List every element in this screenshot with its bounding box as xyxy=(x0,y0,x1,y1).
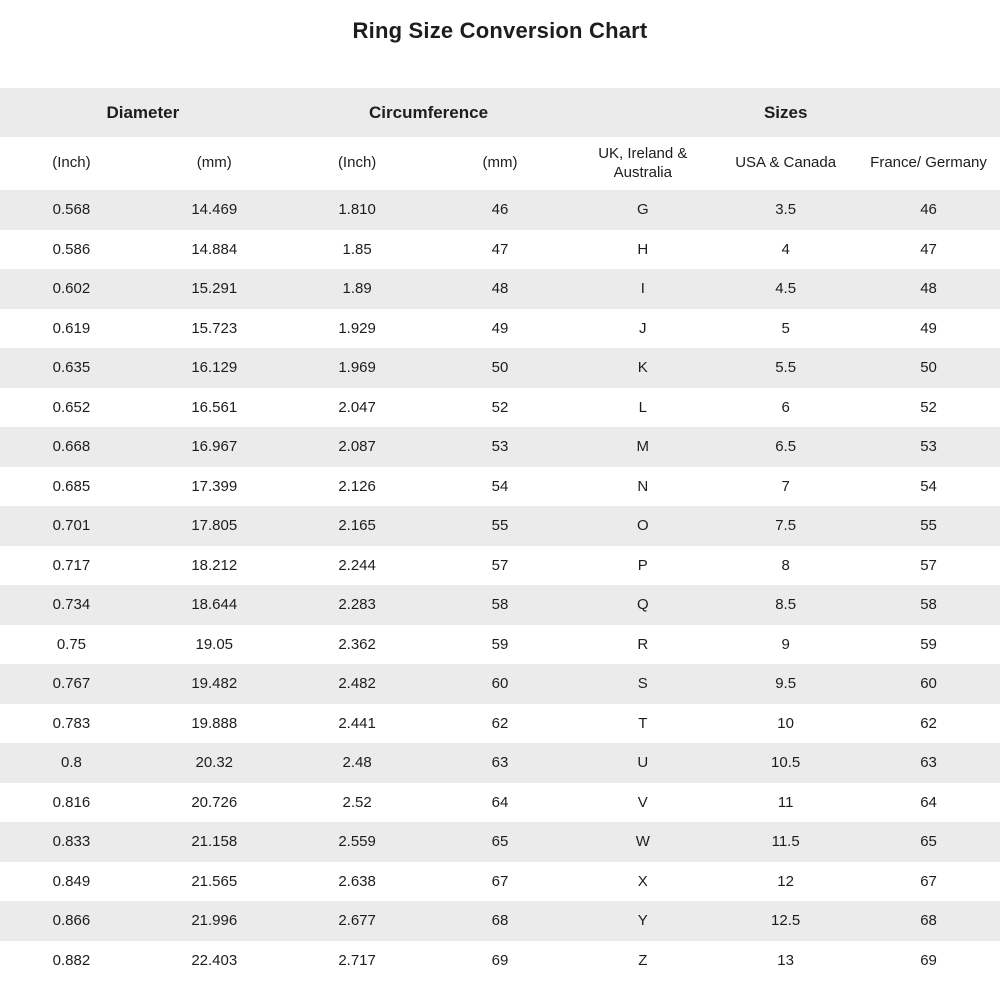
col-header-diameter-mm: (mm) xyxy=(143,137,286,190)
cell-circumference-mm: 69 xyxy=(491,951,509,969)
cell-diameter-inch: 0.8 xyxy=(60,754,82,772)
cell-size-france-germany: 63 xyxy=(920,754,937,772)
cell-size-uk-ireland-australia: W xyxy=(635,833,650,851)
cell-circumference-mm: 46 xyxy=(491,201,509,219)
cell-circumference-inch: 2.48 xyxy=(342,754,372,772)
table-row xyxy=(0,348,1000,388)
cell-diameter-inch: 0.619 xyxy=(52,319,91,337)
cell-circumference-mm: 62 xyxy=(491,714,509,732)
cell-circumference-mm: 63 xyxy=(491,754,509,772)
cell-size-uk-ireland-australia: K xyxy=(637,359,648,377)
table-body xyxy=(0,190,1000,980)
group-header-row xyxy=(0,88,1000,137)
cell-circumference-mm: 53 xyxy=(491,438,509,456)
cell-size-france-germany: 68 xyxy=(920,912,937,930)
cell-size-uk-ireland-australia: O xyxy=(636,517,649,535)
table-row xyxy=(0,506,1000,546)
cell-size-usa-canada: 6 xyxy=(781,398,790,416)
cell-size-usa-canada: 7 xyxy=(781,477,790,495)
cell-diameter-mm: 17.399 xyxy=(191,477,238,495)
table-row xyxy=(0,664,1000,704)
cell-diameter-mm: 20.726 xyxy=(191,793,238,811)
cell-circumference-mm: 47 xyxy=(491,240,509,258)
cell-diameter-mm: 21.158 xyxy=(191,833,238,851)
cell-size-france-germany: 53 xyxy=(920,438,937,456)
cell-circumference-inch: 2.441 xyxy=(338,714,376,732)
table-row xyxy=(0,467,1000,507)
table-row xyxy=(0,901,1000,941)
cell-circumference-inch: 2.165 xyxy=(338,517,376,535)
cell-size-usa-canada: 13 xyxy=(777,951,794,969)
cell-diameter-inch: 0.783 xyxy=(52,714,91,732)
cell-size-uk-ireland-australia: U xyxy=(637,754,649,772)
cell-size-usa-canada: 7.5 xyxy=(775,517,797,535)
cell-diameter-mm: 17.805 xyxy=(191,517,238,535)
cell-circumference-inch: 1.89 xyxy=(342,280,372,298)
cell-diameter-mm: 18.212 xyxy=(191,556,238,574)
cell-size-france-germany: 50 xyxy=(920,359,937,377)
cell-size-usa-canada: 5.5 xyxy=(775,359,797,377)
cell-diameter-inch: 0.882 xyxy=(52,951,91,969)
cell-diameter-inch: 0.586 xyxy=(52,240,91,258)
cell-circumference-inch: 1.929 xyxy=(338,319,376,337)
cell-circumference-mm: 55 xyxy=(491,517,509,535)
cell-size-france-germany: 54 xyxy=(920,477,937,495)
cell-circumference-inch: 2.047 xyxy=(338,398,376,416)
cell-circumference-inch: 2.087 xyxy=(338,438,376,456)
cell-diameter-inch: 0.866 xyxy=(52,912,91,930)
table-row xyxy=(0,427,1000,467)
cell-size-usa-canada: 3.5 xyxy=(775,201,797,219)
cell-diameter-inch: 0.568 xyxy=(52,201,91,219)
cell-circumference-inch: 1.810 xyxy=(338,201,376,219)
ring-size-table xyxy=(0,88,1000,980)
cell-size-uk-ireland-australia: M xyxy=(636,438,650,456)
group-header-diameter: Diameter xyxy=(0,88,286,137)
cell-circumference-inch: 2.283 xyxy=(338,596,376,614)
cell-size-usa-canada: 8 xyxy=(781,556,790,574)
cell-size-france-germany: 57 xyxy=(920,556,937,574)
cell-circumference-inch: 2.52 xyxy=(342,793,372,811)
cell-diameter-inch: 0.717 xyxy=(52,556,91,574)
cell-size-uk-ireland-australia: T xyxy=(638,714,648,732)
cell-circumference-inch: 2.717 xyxy=(338,951,376,969)
title-block xyxy=(0,0,1000,88)
col-header-circumference-mm: (mm) xyxy=(429,137,572,190)
cell-size-france-germany: 47 xyxy=(920,240,937,258)
cell-size-france-germany: 49 xyxy=(920,319,937,337)
cell-size-france-germany: 55 xyxy=(920,517,937,535)
cell-size-france-germany: 48 xyxy=(920,280,937,298)
table-row xyxy=(0,862,1000,902)
cell-size-uk-ireland-australia: Q xyxy=(636,596,649,614)
cell-diameter-mm: 19.888 xyxy=(191,714,238,732)
cell-diameter-inch: 0.652 xyxy=(52,398,91,416)
cell-circumference-mm: 64 xyxy=(491,793,509,811)
cell-size-uk-ireland-australia: J xyxy=(639,319,647,337)
col-header-usa-canada: USA & Canada xyxy=(714,137,857,190)
table-row xyxy=(0,743,1000,783)
cell-circumference-mm: 48 xyxy=(491,280,509,298)
cell-size-france-germany: 65 xyxy=(920,833,937,851)
table-row xyxy=(0,230,1000,270)
cell-circumference-mm: 59 xyxy=(491,635,509,653)
col-header-uk-ireland-australia: UK, Ireland & Australia xyxy=(571,137,714,190)
group-header-sizes: Sizes xyxy=(571,88,1000,137)
cell-circumference-inch: 2.638 xyxy=(338,872,376,890)
cell-diameter-mm: 21.996 xyxy=(191,912,238,930)
cell-diameter-inch: 0.849 xyxy=(52,872,91,890)
cell-size-usa-canada: 12.5 xyxy=(771,912,801,930)
cell-circumference-mm: 60 xyxy=(491,675,509,693)
cell-size-france-germany: 52 xyxy=(920,398,937,416)
cell-size-uk-ireland-australia: G xyxy=(636,201,649,219)
cell-diameter-inch: 0.734 xyxy=(52,596,91,614)
cell-diameter-mm: 18.644 xyxy=(191,596,238,614)
cell-size-usa-canada: 6.5 xyxy=(775,438,797,456)
cell-circumference-mm: 67 xyxy=(491,872,509,890)
table-head xyxy=(0,88,1000,190)
table-row xyxy=(0,704,1000,744)
cell-diameter-inch: 0.685 xyxy=(52,477,91,495)
table-row xyxy=(0,822,1000,862)
cell-diameter-mm: 19.05 xyxy=(195,635,234,653)
group-header-circumference: Circumference xyxy=(286,88,572,137)
cell-diameter-mm: 16.561 xyxy=(191,398,238,416)
cell-size-france-germany: 69 xyxy=(920,951,937,969)
cell-size-france-germany: 62 xyxy=(920,714,937,732)
cell-size-usa-canada: 8.5 xyxy=(775,596,797,614)
col-header-diameter-inch: (Inch) xyxy=(0,137,143,190)
cell-size-uk-ireland-australia: Y xyxy=(637,912,648,930)
cell-circumference-inch: 1.85 xyxy=(342,240,372,258)
cell-diameter-mm: 16.967 xyxy=(191,438,238,456)
cell-diameter-inch: 0.668 xyxy=(52,438,91,456)
cell-size-usa-canada: 12 xyxy=(777,872,794,890)
cell-size-uk-ireland-australia: X xyxy=(637,872,648,890)
cell-size-usa-canada: 11 xyxy=(777,793,794,811)
cell-diameter-inch: 0.833 xyxy=(52,833,91,851)
column-header-row xyxy=(0,137,1000,190)
cell-diameter-inch: 0.816 xyxy=(52,793,91,811)
cell-size-usa-canada: 9.5 xyxy=(775,675,797,693)
cell-circumference-mm: 50 xyxy=(491,359,509,377)
cell-diameter-mm: 14.469 xyxy=(191,201,238,219)
cell-size-uk-ireland-australia: S xyxy=(637,675,648,693)
cell-circumference-inch: 2.677 xyxy=(338,912,376,930)
cell-size-uk-ireland-australia: R xyxy=(637,635,649,653)
cell-size-usa-canada: 4 xyxy=(781,240,790,258)
cell-circumference-mm: 65 xyxy=(491,833,509,851)
table-row xyxy=(0,309,1000,349)
cell-size-france-germany: 67 xyxy=(920,872,937,890)
cell-circumference-inch: 2.362 xyxy=(338,635,376,653)
cell-diameter-mm: 15.291 xyxy=(191,280,238,298)
cell-size-uk-ireland-australia: P xyxy=(637,556,648,574)
cell-size-france-germany: 58 xyxy=(920,596,937,614)
cell-circumference-mm: 54 xyxy=(491,477,509,495)
cell-circumference-mm: 57 xyxy=(491,556,509,574)
cell-circumference-inch: 2.244 xyxy=(338,556,376,574)
cell-size-usa-canada: 10.5 xyxy=(771,754,801,772)
cell-diameter-mm: 14.884 xyxy=(191,240,238,258)
cell-circumference-inch: 2.482 xyxy=(338,675,376,693)
table-row xyxy=(0,941,1000,981)
cell-diameter-mm: 22.403 xyxy=(191,951,238,969)
cell-circumference-inch: 2.126 xyxy=(338,477,376,495)
cell-size-uk-ireland-australia: H xyxy=(637,240,649,258)
cell-size-usa-canada: 10 xyxy=(777,714,794,732)
cell-diameter-inch: 0.75 xyxy=(56,635,87,653)
cell-size-uk-ireland-australia: V xyxy=(637,793,648,811)
cell-size-france-germany: 46 xyxy=(920,201,937,219)
cell-diameter-inch: 0.701 xyxy=(52,517,91,535)
cell-size-usa-canada: 11.5 xyxy=(771,833,800,851)
cell-circumference-inch: 1.969 xyxy=(338,359,376,377)
page-title: Ring Size Conversion Chart xyxy=(352,18,648,43)
cell-diameter-mm: 19.482 xyxy=(191,675,238,693)
cell-circumference-mm: 68 xyxy=(491,912,509,930)
col-header-france-germany: France/ Germany xyxy=(857,137,1000,190)
cell-diameter-mm: 16.129 xyxy=(191,359,238,377)
cell-size-uk-ireland-australia: N xyxy=(637,477,649,495)
table-row xyxy=(0,388,1000,428)
cell-size-usa-canada: 5 xyxy=(781,319,790,337)
cell-diameter-inch: 0.767 xyxy=(52,675,91,693)
cell-size-usa-canada: 4.5 xyxy=(775,280,797,298)
cell-diameter-mm: 15.723 xyxy=(191,319,238,337)
cell-diameter-inch: 0.602 xyxy=(52,280,91,298)
cell-circumference-mm: 58 xyxy=(491,596,509,614)
cell-size-uk-ireland-australia: Z xyxy=(638,951,648,969)
cell-diameter-mm: 21.565 xyxy=(191,872,238,890)
cell-size-uk-ireland-australia: I xyxy=(640,280,645,298)
table-row xyxy=(0,625,1000,665)
cell-size-france-germany: 64 xyxy=(920,793,937,811)
cell-size-france-germany: 60 xyxy=(920,675,937,693)
cell-size-france-germany: 59 xyxy=(920,635,937,653)
cell-circumference-mm: 49 xyxy=(491,319,509,337)
table-row xyxy=(0,190,1000,230)
cell-size-uk-ireland-australia: L xyxy=(638,398,647,416)
table-row xyxy=(0,585,1000,625)
cell-diameter-mm: 20.32 xyxy=(195,754,234,772)
table-row xyxy=(0,783,1000,823)
cell-circumference-mm: 52 xyxy=(491,398,509,416)
col-header-circumference-inch: (Inch) xyxy=(286,137,429,190)
table-row xyxy=(0,546,1000,586)
cell-size-usa-canada: 9 xyxy=(781,635,790,653)
table-row xyxy=(0,269,1000,309)
cell-diameter-inch: 0.635 xyxy=(52,359,91,377)
cell-circumference-inch: 2.559 xyxy=(338,833,376,851)
